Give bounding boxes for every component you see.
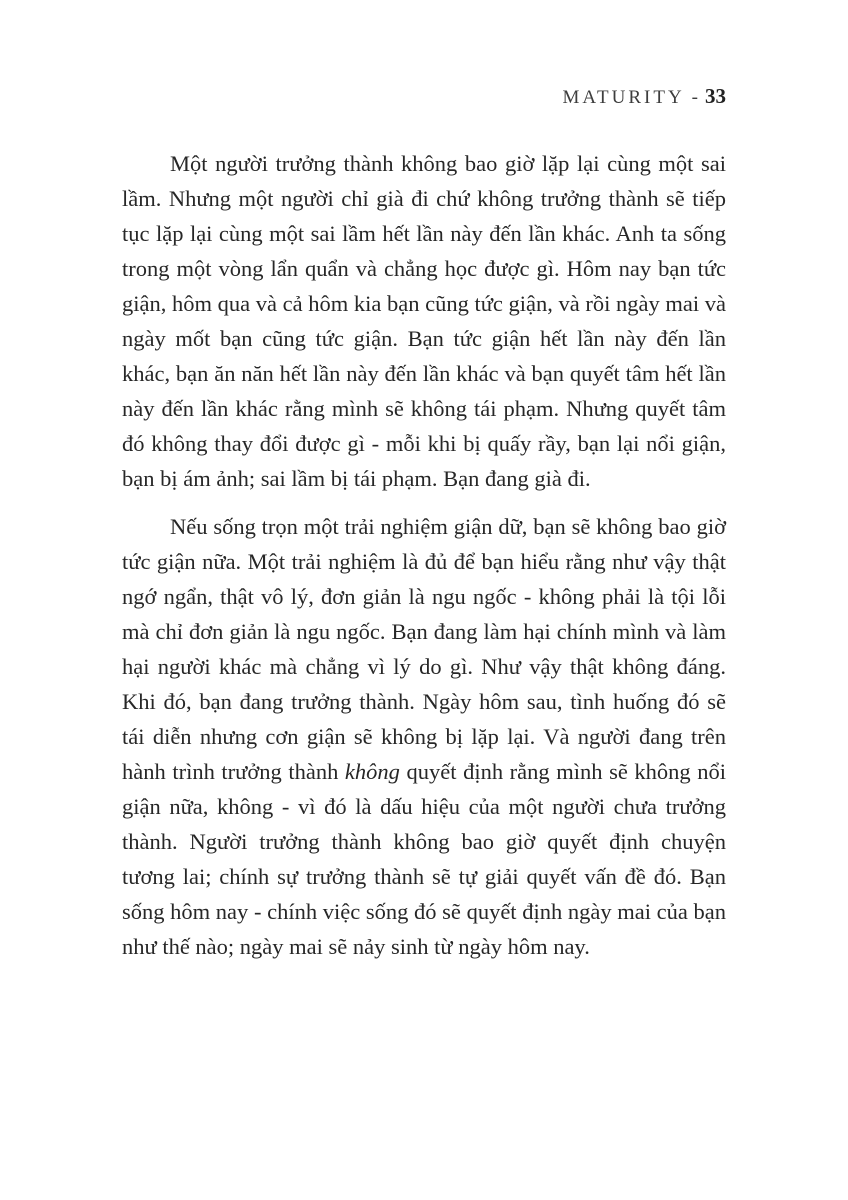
running-header: [122, 84, 726, 109]
paragraph-1: Một người trưởng thành không bao giờ lặp lại cùng một sai lầm. Nhưng một người chỉ già đi chứ không trưởng thành sẽ tiếp tục lặp lại cùng một sai lầm hết lần này đến lần khác. Anh ta sống trong một vòng lẩn quẩn và chẳng học được gì. Hôm nay bạn tức giận, hôm qua và cả hôm kia bạn cũng tức giận, và rồi ngày mai và ngày mốt bạn cũng tức giận. Bạn tức giận hết lần này đến lần khác, bạn ăn năn hết lần này đến lần khác và bạn quyết tâm hết lần này đến lần khác rằng mình sẽ không tái phạm. Nhưng quyết tâm đó không thay đổi được gì - mỗi khi bị quấy rầy, bạn lại nổi giận, bạn bị ám ảnh; sai lầm bị tái phạm. Bạn đang già đi.: [122, 151, 726, 491]
chapter-title: MATURITY: [562, 87, 685, 108]
paragraph-2: [122, 509, 726, 964]
header-separator: -: [691, 87, 698, 108]
page-number: 33: [705, 84, 726, 108]
body-text: [122, 146, 726, 964]
paragraph-2-italic-word: không: [344, 759, 400, 784]
paragraph-2-text-after: quyết định rằng mình sẽ không nổi giận nữa, không - vì đó là dấu hiệu của một người chưa trưởng thành. Người trưởng thành không bao giờ quyết định chuyện tương lai; chính sự trưởng thành sẽ tự giải quyết vấn đề đó. Bạn sống hôm nay - chính việc sống đó sẽ quyết định ngày mai của bạn như thế nào; ngày mai sẽ nảy sinh từ ngày hôm nay.: [122, 759, 727, 959]
paragraph-2-text-before: Nếu sống trọn một trải nghiệm giận dữ, bạn sẽ không bao giờ tức giận nữa. Một trải nghiệm là đủ để bạn hiểu rằng như vậy thật ngớ ngẩn, thật vô lý, đơn giản là ngu ngốc - không phải là tội lỗi mà chỉ đơn giản là ngu ngốc. Bạn đang làm hại chính mình và làm hại người khác mà chẳng vì lý do gì. Như vậy thật không đáng. Khi đó, bạn đang trưởng thành. Ngày hôm sau, tình huống đó sẽ tái diễn nhưng cơn giận sẽ không bị lặp lại. Và người đang trên hành trình trưởng thành: [122, 514, 726, 784]
